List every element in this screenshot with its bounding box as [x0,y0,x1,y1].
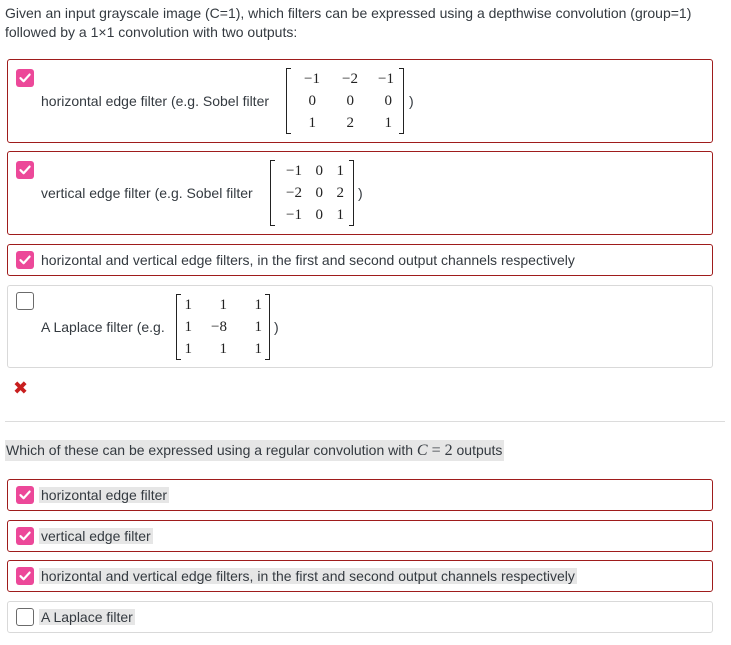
checkbox-checked-icon[interactable] [16,527,34,545]
q1-option-label: horizontal and vertical edge filters, in the first and second output channels respectively [41,252,575,268]
checkbox-unchecked-icon[interactable] [16,292,34,310]
sobel-horizontal-matrix: −1 −2 −1 0 0 0 1 2 1 [286,68,404,134]
q2-option-label: A Laplace filter [41,609,133,625]
cross-icon: ✖ [13,378,29,398]
sobel-vertical-matrix: −1 0 1 −2 0 2 −1 0 1 [270,160,354,226]
checkbox-checked-icon[interactable] [16,567,34,585]
q1-option-both[interactable] [7,244,713,276]
laplace-matrix: 1 1 1 1 −8 1 1 1 1 [176,294,270,360]
checkbox-checked-icon[interactable] [16,251,34,269]
q2-option-label: vertical edge filter [41,528,151,544]
q1-option-horizontal[interactable]: horizontal edge filter (e.g. Sobel filter −1 −2 −1 0 0 0 1 2 1 ) [7,59,713,143]
q1-option-label: vertical edge filter (e.g. Sobel filter [41,185,253,201]
question-2-text: Which of these can be expressed using a regular convolution with C = 2 outputs [6,442,503,459]
question-1-text: Given an input grayscale image (C=1), which filters can be expressed using a depthwise convolution (group=1) followed by a 1×1 convolution with two outputs: [5,5,692,40]
q2-option-label: horizontal and vertical edge filters, in the first and second output channels respectively [41,568,575,584]
q2-option-horizontal[interactable] [7,479,713,511]
q1-option-label: horizontal edge filter (e.g. Sobel filter [41,93,270,109]
checkbox-checked-icon[interactable] [16,486,34,504]
q1-option-laplace[interactable]: A Laplace filter (e.g. 1 1 1 1 −8 1 1 1 1 ) [7,285,713,368]
checkbox-checked-icon[interactable] [16,161,34,179]
q1-option-vertical[interactable]: vertical edge filter (e.g. Sobel filter −1 0 1 −2 0 2 −1 0 1 ) [7,151,713,235]
checkbox-checked-icon[interactable] [16,69,34,87]
q2-option-vertical[interactable] [7,520,713,552]
q2-option-laplace[interactable] [7,601,713,633]
checkbox-unchecked-icon[interactable] [16,608,34,626]
q1-option-label: A Laplace filter (e.g. [41,319,165,335]
q2-option-label: horizontal edge filter [41,487,168,503]
q2-option-both[interactable] [7,560,713,592]
section-divider [5,421,725,422]
